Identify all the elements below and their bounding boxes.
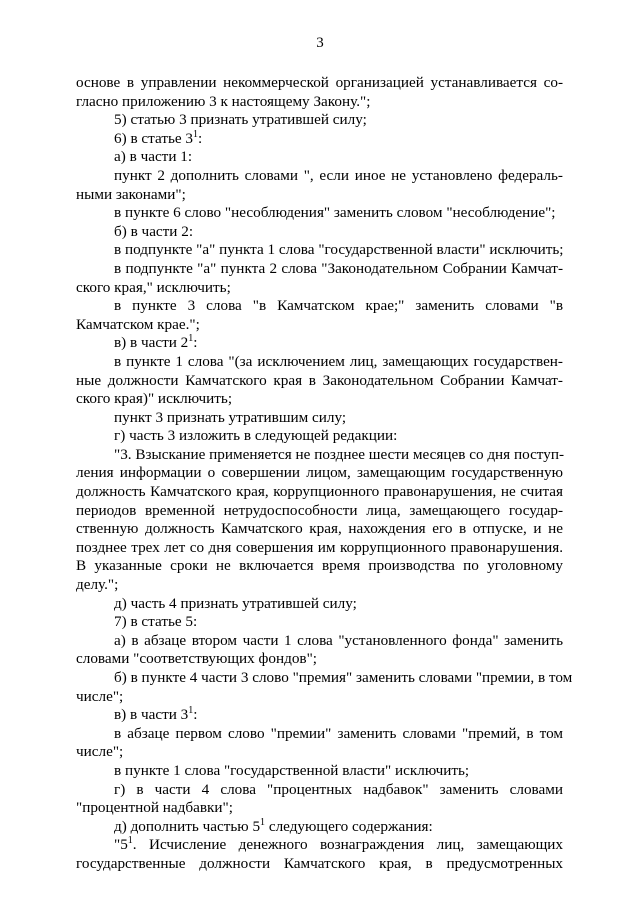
text-line [76, 688, 563, 707]
text-line [76, 781, 563, 800]
text-line [76, 669, 573, 688]
text-line [76, 520, 563, 539]
line-text: Камчатском крае."; [76, 315, 200, 333]
line-text: В указанные сроки не включается время производства по уголовному [76, 557, 563, 575]
line-text-continued: следующего содержания: [265, 817, 433, 835]
text-line [76, 334, 563, 353]
line-text: ные должности Камчатского края в Законодательном Собрании Камчат- [76, 371, 563, 389]
line-text: пункт 2 дополнить словами ", если иное не установлено федераль- [114, 166, 563, 184]
line-text: "5 [114, 836, 128, 854]
line-text-continued: : [193, 706, 198, 724]
line-text: в пункте 1 слова "государственной власти" исключить; [114, 761, 470, 779]
line-text: ными законами"; [76, 185, 186, 203]
text-line [76, 836, 563, 855]
line-text: в подпункте "а" пункта 1 слова "государственной власти" исключить; [114, 241, 564, 259]
text-line [76, 855, 563, 874]
text-line [76, 446, 563, 465]
text-line [76, 576, 563, 595]
text-line [76, 483, 563, 502]
document-body [76, 74, 573, 874]
superscript: 1 [193, 128, 199, 140]
line-text: гласно приложению 3 к настоящему Закону."; [76, 92, 371, 110]
text-line [76, 762, 563, 781]
line-text: г) часть 3 изложить в следующей редакции: [114, 427, 398, 445]
line-text-continued: : [198, 129, 203, 147]
line-text: а) в части 1: [114, 148, 193, 166]
line-text: основе в управлении некоммерческой организацией устанавливается со- [76, 74, 563, 91]
line-text: должность Камчатского края, коррупционного правонарушения, не считая [76, 483, 563, 501]
text-line [76, 167, 563, 186]
line-text: "процентной надбавки"; [76, 799, 233, 817]
text-line [76, 539, 563, 558]
line-text: делу."; [76, 576, 119, 594]
line-text: в абзаце первом слово "премии" заменить словами "премий, в том [114, 724, 563, 742]
text-line [76, 557, 563, 576]
text-line [76, 186, 563, 205]
text-line [76, 223, 563, 242]
line-text: в подпункте "а" пункта 2 слова "Законодательном Собрании Камчат- [114, 259, 563, 277]
line-text: "3. Взыскание применяется не позднее шести месяцев со дня поступ- [114, 445, 565, 463]
line-text: ского края," исключить; [76, 278, 231, 296]
text-line [76, 595, 563, 614]
line-text: ственную должность Камчатского края, нахождения его в отпуске, и не [76, 520, 563, 538]
line-text: 7) в статье 5: [114, 613, 198, 631]
text-line [76, 316, 563, 335]
text-line [76, 706, 563, 725]
text-line [76, 260, 563, 279]
superscript: 1 [188, 705, 194, 717]
text-line [76, 130, 563, 149]
text-line [76, 632, 563, 651]
text-line [76, 353, 563, 372]
line-text: ления информации о совершении лицом, замещающим государственную [76, 464, 563, 482]
text-line [76, 93, 563, 112]
text-line [76, 148, 563, 167]
line-text: в пункте 1 слова "(за исключением лиц, замещающих государствен- [114, 352, 563, 370]
line-text-continued: . Исчисление денежного вознаграждения лиц, замещающих [132, 836, 563, 854]
line-text: в пункте 3 слова "в Камчатском крае;" заменить словами "в [114, 297, 563, 315]
text-line [76, 390, 563, 409]
text-line [76, 799, 563, 818]
line-text: словами "соответствующих фондов"; [76, 650, 318, 668]
page-number: 3 [316, 35, 324, 51]
line-text: государственные должности Камчатского края, в предусмотренных [76, 854, 563, 872]
line-text: г) в части 4 слова "процентных надбавок" заменить словами [114, 780, 563, 798]
text-line [76, 241, 563, 260]
line-text: в пункте 6 слово "несоблюдения" заменить словом "несоблюдение"; [114, 204, 556, 222]
text-line [76, 372, 563, 391]
text-line [76, 111, 563, 130]
text-line [76, 650, 563, 669]
line-text: позднее трех лет со дня совершения им коррупционного правонарушения. [76, 538, 563, 556]
line-text: д) дополнить частью 5 [114, 817, 261, 835]
text-line [76, 279, 563, 298]
line-text: 5) статью 3 признать утратившей силу; [114, 111, 367, 129]
superscript: 1 [127, 835, 133, 847]
line-text: периодов временной нетрудоспособности лица, замещающего государ- [76, 501, 563, 519]
line-text: пункт 3 признать утратившим силу; [114, 408, 347, 426]
superscript: 1 [260, 816, 266, 828]
line-text: ского края)" исключить; [76, 390, 233, 408]
line-text-continued: : [193, 334, 198, 352]
line-text: числе"; [76, 687, 124, 705]
line-text: 6) в статье 3 [114, 129, 194, 147]
line-text: в) в части 3 [114, 706, 189, 724]
superscript: 1 [188, 333, 194, 345]
text-line [76, 74, 563, 93]
line-text: д) часть 4 признать утратившей силу; [114, 594, 357, 612]
text-line [76, 204, 563, 223]
text-line [76, 613, 563, 632]
text-line [76, 818, 563, 837]
line-text: в) в части 2 [114, 334, 189, 352]
line-text: б) в части 2: [114, 222, 194, 240]
line-text: а) в абзаце втором части 1 слова "установленного фонда" заменить [114, 631, 563, 649]
text-line [76, 297, 563, 316]
text-line [76, 725, 563, 744]
text-line [76, 502, 563, 521]
line-text: б) в пункте 4 части 3 слово "премия" заменить словами "премии, в том [114, 669, 573, 686]
text-line [76, 409, 563, 428]
text-line [76, 427, 563, 446]
text-line [76, 743, 563, 762]
text-line [76, 464, 563, 483]
line-text: числе"; [76, 743, 124, 761]
